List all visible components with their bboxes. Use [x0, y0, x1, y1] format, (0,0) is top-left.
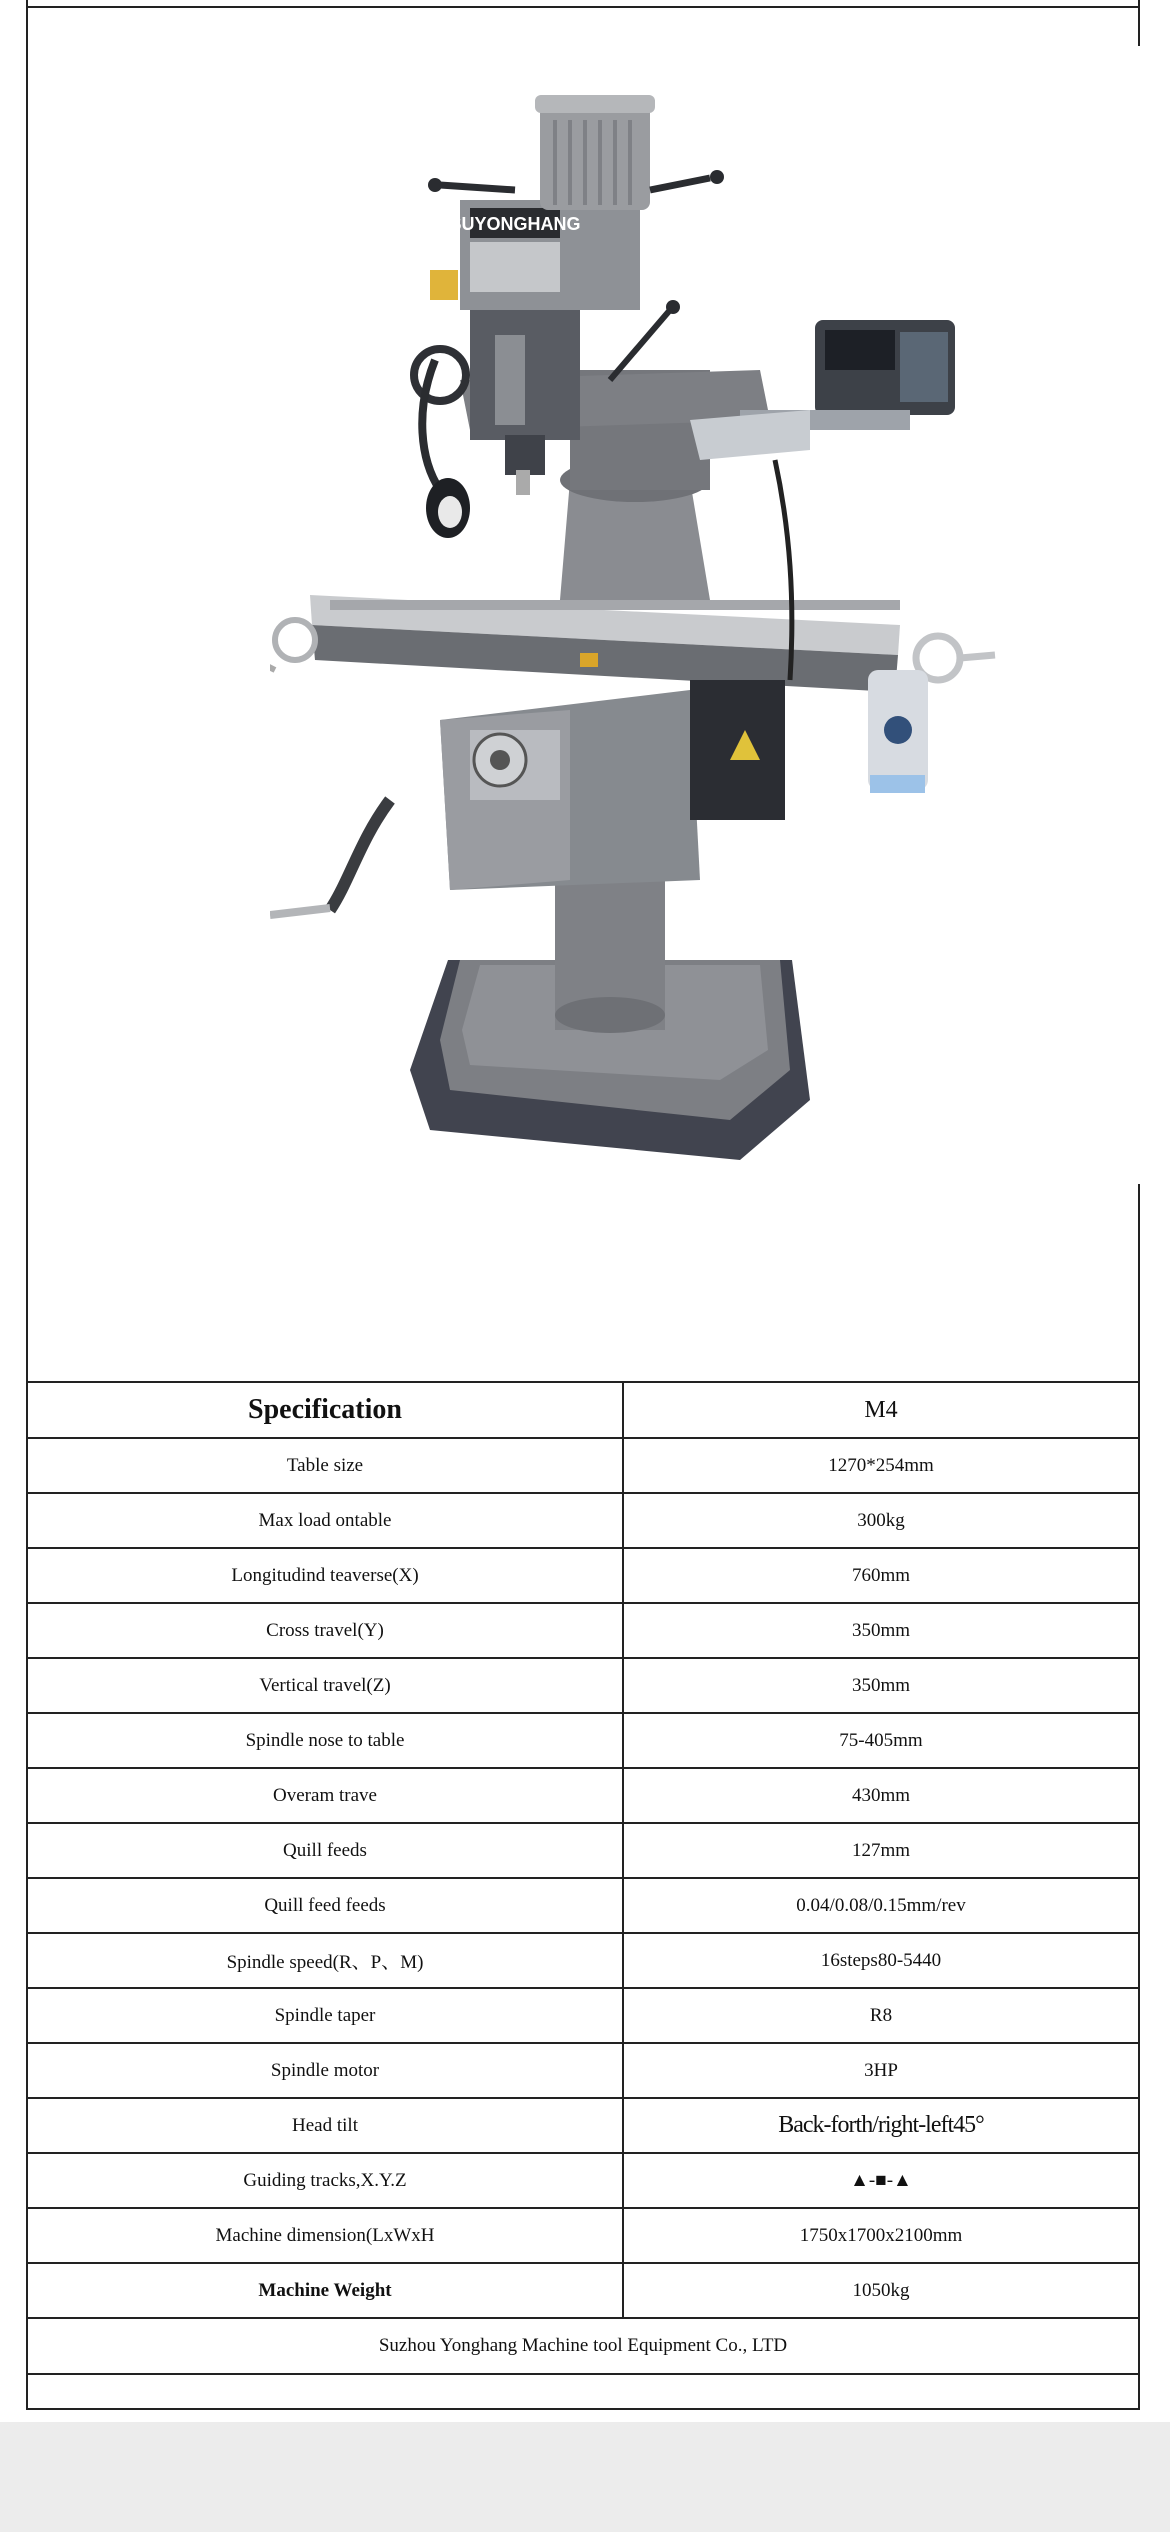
milling-machine-photo [270, 80, 1030, 1180]
table-row [27, 1933, 1139, 1988]
spec-label: Quill feed feeds [27, 1878, 623, 1933]
spec-label: Vertical travel(Z) [27, 1658, 623, 1713]
spec-label: Head tilt [27, 2098, 623, 2153]
spec-label: Max load ontable [27, 1493, 623, 1548]
spec-label: Machine Weight [27, 2263, 623, 2318]
spec-label: Longitudind teaverse(X) [27, 1548, 623, 1603]
spec-value: ▲-■-▲ [623, 2153, 1139, 2208]
table-footer-row [27, 2318, 1139, 2374]
spec-label: Overam trave [27, 1768, 623, 1823]
table-row [27, 1493, 1139, 1548]
table-row [27, 1988, 1139, 2043]
table-row [27, 1548, 1139, 1603]
spec-value: 0.04/0.08/0.15mm/rev [623, 1878, 1139, 1933]
spec-value: 430mm [623, 1768, 1139, 1823]
table-row [27, 2208, 1139, 2263]
company-name: Suzhou Yonghang Machine tool Equipment Co., LTD [27, 2318, 1139, 2374]
spec-label: Spindle nose to table [27, 1713, 623, 1768]
spec-value: 1270*254mm [623, 1438, 1139, 1493]
model-header-label: M4 [623, 1382, 1139, 1438]
spec-header-label: Specification [27, 1382, 623, 1438]
table-row [27, 1878, 1139, 1933]
table-row [27, 1768, 1139, 1823]
spec-value: Back-forth/right-left45° [623, 2098, 1139, 2153]
brand-label: SUYONGHANG [449, 214, 581, 234]
frame-right-border-top [1138, 0, 1140, 46]
spec-value: 16steps80-5440 [623, 1933, 1139, 1988]
spec-value: R8 [623, 1988, 1139, 2043]
table-row [27, 1658, 1139, 1713]
spec-label: Machine dimension(LxWxH [27, 2208, 623, 2263]
spec-label: Spindle speed(R、P、M) [27, 1933, 623, 1988]
spec-label: Table size [27, 1438, 623, 1493]
frame-top-border [26, 6, 1140, 8]
spec-value: 127mm [623, 1823, 1139, 1878]
table-row [27, 1438, 1139, 1493]
spec-label: Cross travel(Y) [27, 1603, 623, 1658]
spec-value: 1750x1700x2100mm [623, 2208, 1139, 2263]
spec-value: 300kg [623, 1493, 1139, 1548]
table-row [27, 2043, 1139, 2098]
table-row [27, 2098, 1139, 2153]
spec-value: 1050kg [623, 2263, 1139, 2318]
table-row [27, 1603, 1139, 1658]
table-row [27, 1823, 1139, 1878]
spec-value: 760mm [623, 1548, 1139, 1603]
spec-label: Quill feeds [27, 1823, 623, 1878]
table-row [27, 1713, 1139, 1768]
spec-value: 75-405mm [623, 1713, 1139, 1768]
specification-table [26, 1381, 1140, 2375]
spec-value: 350mm [623, 1603, 1139, 1658]
spec-value: 350mm [623, 1658, 1139, 1713]
table-row [27, 2263, 1139, 2318]
spec-label: Guiding tracks,X.Y.Z [27, 2153, 623, 2208]
spec-label: Spindle motor [27, 2043, 623, 2098]
spec-value: 3HP [623, 2043, 1139, 2098]
table-header-row [27, 1382, 1139, 1438]
spec-label: Spindle taper [27, 1988, 623, 2043]
table-row [27, 2153, 1139, 2208]
